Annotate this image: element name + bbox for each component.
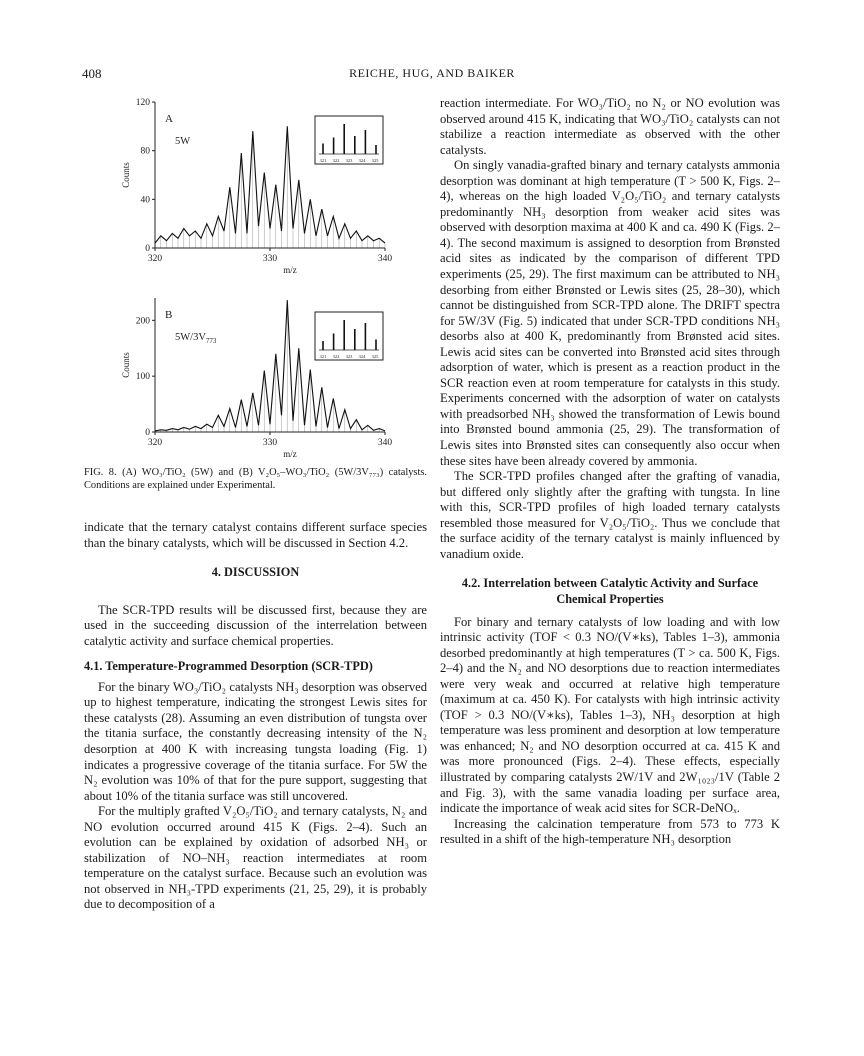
x-axis-label: m/z: [283, 449, 297, 459]
page-number: 408: [82, 66, 102, 81]
inset-tick-label: 321: [319, 354, 327, 359]
y-tick-label: 200: [135, 316, 150, 327]
inset-tick-label: 323: [345, 354, 353, 359]
y-tick-label: 0: [145, 428, 150, 438]
inset-tick-label: 322: [332, 354, 340, 359]
inset-tick-label: 324: [358, 158, 366, 163]
x-tick-label: 330: [262, 254, 278, 264]
panel-b: [121, 298, 392, 459]
x-tick-label: 320: [147, 254, 163, 264]
paragraph: Increasing the calcination temperature from 573 to 773 K resulted in a shift of the high-temperature NH₃ desorption: [440, 816, 780, 847]
paragraph: For binary and ternary catalysts of low loading and with low intrinsic activity (TOF < 0.3 NO/(V∗ks), Tables 1–3), ammonia desorbed predominantly at high temperatures (T > ca. 500 K, Figs. 2–4) and the N₂ and NO desorptions due to reaction intermediates were very weak and occurred at relative high temperature (maximum at ca. 450 K). For catalysts with high intrinsic activity (TOF > 0.3 NO/(V∗ks), Tables 1–3), NH₃ desorption at high temperature was less prominent and desorption at low temperature was enhanced; N₂ and NO desorption occurred at ca. 415 K and was more pronounced (Figs. 2–4). These effects, especially illustrated by comparing catalysts 2W/1V and 2W₁₀₂₃/1V (Table 2 and Fig. 3), with the same vanadia loading per surface area, indicate the importance of weak acid sites for SCR-DeNOₓ.: [440, 614, 780, 816]
paragraph: The SCR-TPD results will be discussed first, because they are used in the succeeding discussion of the interrelation between catalytic activity and surface chemical properties.: [84, 602, 427, 648]
figure-8: [85, 92, 415, 512]
inset-tick-label: 325: [371, 158, 379, 163]
figure-caption-label: FIG. 8.: [84, 467, 117, 478]
figure-caption-text: (A) WO₃/TiO₂ (5W) and (B) V₂O₅–WO₃/TiO₂ (5W/3V₇₇₃) catalysts. Conditions are explained under Experimental.: [84, 467, 427, 491]
paragraph: reaction intermediate. For WO₃/TiO₂ no N₂ or NO evolution was observed around 415 K, indicating that WO₃/TiO₂ catalysts can not stabilize a reaction intermediate as observed with the other catalysts.: [440, 96, 780, 157]
running-header: REICHE, HUG, AND BAIKER: [349, 66, 515, 80]
x-tick-label: 340: [377, 254, 393, 264]
subsection-heading: 4.2. Interrelation between Catalytic Activity and Surface Chemical Properties: [461, 576, 759, 606]
inset-tick-label: 321: [319, 158, 327, 163]
x-tick-label: 340: [377, 438, 393, 448]
inset-tick-label: 323: [345, 158, 353, 163]
panel-letter: B: [165, 309, 173, 321]
left-column: [84, 520, 427, 913]
y-tick-label: 40: [140, 195, 150, 206]
x-tick-label: 330: [262, 438, 278, 448]
inset-tick-label: 324: [358, 354, 366, 359]
inset-tick-label: 322: [332, 158, 340, 163]
y-tick-label: 0: [145, 244, 150, 254]
paragraph: indicate that the ternary catalyst contains different surface species than the binary catalysts, which will be discussed in Section 4.2.: [84, 520, 427, 550]
inset-tick-label: 325: [371, 354, 379, 359]
y-axis-label: Counts: [121, 162, 131, 188]
x-tick-label: 320: [147, 438, 163, 448]
y-tick-label: 120: [135, 98, 150, 108]
paragraph: For the binary WO₃/TiO₂ catalysts NH₃ desorption was observed up to highest temperature, indicating the strongest Lewis sites for these catalysts (28). Assuming an even distribution of tungsta over the titania surface, the constantly decreasing intensity of the N₂ desorption at 400 K with increasing tungsta loading (Fig. 1) indicates a progressive coverage of the titania surface. For 5W the N₂ evolution was 10% of that for the pure support, suggesting that about 10% of the titania surface was still uncovered.: [84, 679, 427, 803]
paragraph: For the multiply grafted V₂O₅/TiO₂ and ternary catalysts, N₂ and NO evolution occurred around 415 K (Figs. 2–4). Such an evolution can be explained by oxidation of adsorbed NH₃ or stabilization of NO–NH₃ reaction intermediates at room temperature on the catalyst surface. Because such an evolution was not observed in NH₃-TPD experiments (21, 25, 29), it is probably due to decomposition of a: [84, 804, 427, 912]
y-axis-label: Counts: [121, 352, 131, 378]
subsection-heading: 4.1. Temperature-Programmed Desorption (SCR-TPD): [84, 659, 373, 674]
panel-a: [121, 98, 392, 275]
y-tick-label: 100: [135, 372, 150, 383]
y-tick-label: 80: [140, 146, 150, 157]
figure-caption: [84, 467, 427, 492]
inset-box: [315, 312, 383, 360]
sample-label: 5W: [175, 136, 191, 147]
right-column: [440, 96, 780, 848]
sample-label: $5W/3V_{773}$: [175, 332, 217, 345]
inset-box: [315, 116, 383, 164]
paragraph: On singly vanadia-grafted binary and ternary catalysts ammonia desorption was dominant at high temperature (T > 500 K, Figs. 2–4), whereas on the high loaded V₂O₅/TiO₂ and ternary catalysts predominantly NH₃ desorption from weaker acid sites was observed with desorption maxima at 400 K and ca. 490 K (Figs. 2–4). The second maximum is assigned to desorption from Brønsted acid sites as indicated by the comparison of different TPD experiments (25, 29). The first maximum can be attributed to NH₃ desorbing from either Brønsted or Lewis sites (25, 28–30), which cannot be distinguished from SCR-TPD alone. The DRIFT spectra for 5W/3V (Fig. 5) indicated that under SCR-TPD conditions NH₃ desorbs also at 400 K, predominantly from Brønsted acid sites. Lewis acid sites can be converted into Brønsted acid sites through adsorption of water, which is present as a reaction product in the SCR reaction even at room temperature for catalysts in this study. Experiments concerned with the adsorption of water on catalysts with preadsorbed NH₃ showed the transformation of Lewis bound into Brønsted bound ammonia (25, 29). The transformation of Lewis sites into Brønsted sites can consequently also occur when these sites have been already covered by ammonia.: [440, 158, 780, 468]
panel-letter: A: [165, 113, 173, 125]
section-heading: 4. DISCUSSION: [211, 565, 300, 580]
paragraph: The SCR-TPD profiles changed after the grafting of vanadia, but differed only slightly after the grafting with tungsta. In line with this, SCR-TPD profiles of high loaded ternary catalysts resembled those measured for V₂O₅/TiO₂. Thus we conclude that the surface acidity of the ternary catalyst is mainly influenced by vanadium oxide.: [440, 469, 780, 561]
x-axis-label: m/z: [283, 265, 297, 275]
